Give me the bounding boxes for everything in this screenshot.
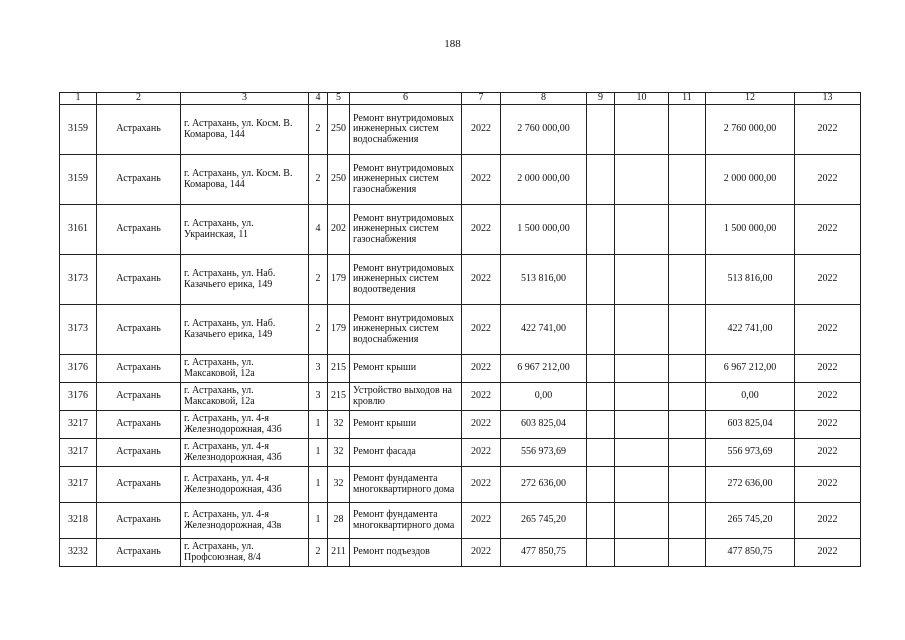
column-9-value xyxy=(587,355,615,383)
city-name: Астрахань xyxy=(97,155,181,205)
table-row xyxy=(60,255,861,305)
column-9-value xyxy=(587,383,615,411)
city-name: Астрахань xyxy=(97,439,181,467)
year: 2022 xyxy=(462,355,501,383)
table-row xyxy=(60,539,861,567)
column-number: 13 xyxy=(795,93,861,105)
funding-amount: 2 000 000,00 xyxy=(706,155,795,205)
column-4-value: 2 xyxy=(309,105,328,155)
column-10-value xyxy=(615,503,669,539)
year: 2022 xyxy=(462,467,501,503)
column-4-value: 1 xyxy=(309,411,328,439)
column-4-value: 1 xyxy=(309,503,328,539)
column-number: 1 xyxy=(60,93,97,105)
column-11-value xyxy=(669,255,706,305)
total-cost: 477 850,75 xyxy=(501,539,587,567)
address: г. Астрахань, ул. 4-я Железнодорожная, 43б xyxy=(181,411,309,439)
work-type: Ремонт крыши xyxy=(350,411,462,439)
work-type: Ремонт внутридомовых инженерных систем газоснабжения xyxy=(350,155,462,205)
column-number: 5 xyxy=(328,93,350,105)
work-type: Ремонт фундамента многоквартирного дома xyxy=(350,467,462,503)
funding-amount: 272 636,00 xyxy=(706,467,795,503)
total-cost: 2 000 000,00 xyxy=(501,155,587,205)
city-name: Астрахань xyxy=(97,255,181,305)
city-name: Астрахань xyxy=(97,355,181,383)
column-4-value: 4 xyxy=(309,205,328,255)
table-row xyxy=(60,467,861,503)
work-type: Ремонт внутридомовых инженерных систем водоснабжения xyxy=(350,305,462,355)
city-name: Астрахань xyxy=(97,205,181,255)
column-10-value xyxy=(615,355,669,383)
work-type: Ремонт фасада xyxy=(350,439,462,467)
column-11-value xyxy=(669,355,706,383)
row-id: 3161 xyxy=(60,205,97,255)
row-id: 3218 xyxy=(60,503,97,539)
address: г. Астрахань, ул. Максаковой, 12а xyxy=(181,383,309,411)
column-11-value xyxy=(669,383,706,411)
column-5-value: 215 xyxy=(328,383,350,411)
funding-amount: 513 816,00 xyxy=(706,255,795,305)
row-id: 3217 xyxy=(60,439,97,467)
completion-year: 2022 xyxy=(795,355,861,383)
address: г. Астрахань, ул. 4-я Железнодорожная, 43в xyxy=(181,503,309,539)
row-id: 3176 xyxy=(60,383,97,411)
column-5-value: 32 xyxy=(328,467,350,503)
column-11-value xyxy=(669,155,706,205)
column-10-value xyxy=(615,205,669,255)
column-9-value xyxy=(587,155,615,205)
table-row xyxy=(60,503,861,539)
table-row xyxy=(60,411,861,439)
column-number: 11 xyxy=(669,93,706,105)
column-number: 4 xyxy=(309,93,328,105)
address: г. Астрахань, ул. Косм. В. Комарова, 144 xyxy=(181,105,309,155)
city-name: Астрахань xyxy=(97,539,181,567)
city-name: Астрахань xyxy=(97,503,181,539)
column-11-value xyxy=(669,411,706,439)
total-cost: 2 760 000,00 xyxy=(501,105,587,155)
work-type: Ремонт внутридомовых инженерных систем газоснабжения xyxy=(350,205,462,255)
column-4-value: 3 xyxy=(309,355,328,383)
column-number: 7 xyxy=(462,93,501,105)
total-cost: 422 741,00 xyxy=(501,305,587,355)
column-5-value: 215 xyxy=(328,355,350,383)
total-cost: 556 973,69 xyxy=(501,439,587,467)
column-9-value xyxy=(587,439,615,467)
address: г. Астрахань, ул. Максаковой, 12а xyxy=(181,355,309,383)
total-cost: 513 816,00 xyxy=(501,255,587,305)
funding-amount: 0,00 xyxy=(706,383,795,411)
row-id: 3176 xyxy=(60,355,97,383)
year: 2022 xyxy=(462,155,501,205)
completion-year: 2022 xyxy=(795,305,861,355)
completion-year: 2022 xyxy=(795,439,861,467)
address: г. Астрахань, ул. 4-я Железнодорожная, 43б xyxy=(181,439,309,467)
completion-year: 2022 xyxy=(795,503,861,539)
city-name: Астрахань xyxy=(97,105,181,155)
column-4-value: 2 xyxy=(309,305,328,355)
column-11-value xyxy=(669,539,706,567)
table-row xyxy=(60,305,861,355)
funding-amount: 603 825,04 xyxy=(706,411,795,439)
column-5-value: 250 xyxy=(328,155,350,205)
column-number: 6 xyxy=(350,93,462,105)
funding-amount: 1 500 000,00 xyxy=(706,205,795,255)
funding-amount: 422 741,00 xyxy=(706,305,795,355)
column-10-value xyxy=(615,383,669,411)
row-id: 3173 xyxy=(60,255,97,305)
column-10-value xyxy=(615,155,669,205)
column-5-value: 202 xyxy=(328,205,350,255)
address: г. Астрахань, ул. Наб. Казачьего ерика, 149 xyxy=(181,255,309,305)
work-type: Ремонт внутридомовых инженерных систем водоснабжения xyxy=(350,105,462,155)
total-cost: 272 636,00 xyxy=(501,467,587,503)
column-number: 2 xyxy=(97,93,181,105)
column-9-value xyxy=(587,411,615,439)
row-id: 3217 xyxy=(60,411,97,439)
year: 2022 xyxy=(462,205,501,255)
column-number: 3 xyxy=(181,93,309,105)
column-4-value: 2 xyxy=(309,539,328,567)
city-name: Астрахань xyxy=(97,305,181,355)
column-4-value: 2 xyxy=(309,155,328,205)
completion-year: 2022 xyxy=(795,205,861,255)
row-id: 3159 xyxy=(60,105,97,155)
row-id: 3159 xyxy=(60,155,97,205)
column-11-value xyxy=(669,205,706,255)
address: г. Астрахань, ул. Наб. Казачьего ерика, 149 xyxy=(181,305,309,355)
column-9-value xyxy=(587,539,615,567)
column-number: 9 xyxy=(587,93,615,105)
row-id: 3232 xyxy=(60,539,97,567)
total-cost: 1 500 000,00 xyxy=(501,205,587,255)
table-row xyxy=(60,205,861,255)
column-10-value xyxy=(615,305,669,355)
column-5-value: 32 xyxy=(328,439,350,467)
column-number: 12 xyxy=(706,93,795,105)
table-row xyxy=(60,105,861,155)
column-5-value: 179 xyxy=(328,255,350,305)
column-11-value xyxy=(669,105,706,155)
completion-year: 2022 xyxy=(795,105,861,155)
column-11-value xyxy=(669,467,706,503)
city-name: Астрахань xyxy=(97,411,181,439)
column-4-value: 1 xyxy=(309,467,328,503)
column-9-value xyxy=(587,105,615,155)
funding-amount: 2 760 000,00 xyxy=(706,105,795,155)
column-5-value: 28 xyxy=(328,503,350,539)
year: 2022 xyxy=(462,503,501,539)
column-11-value xyxy=(669,503,706,539)
repair-program-table xyxy=(59,92,861,567)
completion-year: 2022 xyxy=(795,155,861,205)
completion-year: 2022 xyxy=(795,411,861,439)
column-5-value: 32 xyxy=(328,411,350,439)
address: г. Астрахань, ул. Профсоюзная, 8/4 xyxy=(181,539,309,567)
row-id: 3173 xyxy=(60,305,97,355)
total-cost: 603 825,04 xyxy=(501,411,587,439)
city-name: Астрахань xyxy=(97,467,181,503)
address: г. Астрахань, ул. Украинская, 11 xyxy=(181,205,309,255)
column-9-value xyxy=(587,255,615,305)
table-row xyxy=(60,439,861,467)
total-cost: 6 967 212,00 xyxy=(501,355,587,383)
completion-year: 2022 xyxy=(795,255,861,305)
column-10-value xyxy=(615,539,669,567)
column-number: 10 xyxy=(615,93,669,105)
table-row xyxy=(60,383,861,411)
table-row xyxy=(60,155,861,205)
completion-year: 2022 xyxy=(795,467,861,503)
column-4-value: 1 xyxy=(309,439,328,467)
year: 2022 xyxy=(462,411,501,439)
column-9-value xyxy=(587,305,615,355)
column-10-value xyxy=(615,439,669,467)
year: 2022 xyxy=(462,305,501,355)
column-number-row xyxy=(60,93,861,105)
work-type: Ремонт внутридомовых инженерных систем водоотведения xyxy=(350,255,462,305)
total-cost: 265 745,20 xyxy=(501,503,587,539)
column-4-value: 2 xyxy=(309,255,328,305)
column-5-value: 211 xyxy=(328,539,350,567)
column-11-value xyxy=(669,439,706,467)
column-10-value xyxy=(615,255,669,305)
year: 2022 xyxy=(462,539,501,567)
city-name: Астрахань xyxy=(97,383,181,411)
column-10-value xyxy=(615,105,669,155)
address: г. Астрахань, ул. Косм. В. Комарова, 144 xyxy=(181,155,309,205)
completion-year: 2022 xyxy=(795,539,861,567)
funding-amount: 556 973,69 xyxy=(706,439,795,467)
funding-amount: 477 850,75 xyxy=(706,539,795,567)
column-9-value xyxy=(587,205,615,255)
column-9-value xyxy=(587,503,615,539)
column-10-value xyxy=(615,467,669,503)
work-type: Ремонт крыши xyxy=(350,355,462,383)
year: 2022 xyxy=(462,105,501,155)
total-cost: 0,00 xyxy=(501,383,587,411)
work-type: Устройство выходов на кровлю xyxy=(350,383,462,411)
work-type: Ремонт фундамента многоквартирного дома xyxy=(350,503,462,539)
funding-amount: 6 967 212,00 xyxy=(706,355,795,383)
work-type: Ремонт подъездов xyxy=(350,539,462,567)
year: 2022 xyxy=(462,439,501,467)
address: г. Астрахань, ул. 4-я Железнодорожная, 43б xyxy=(181,467,309,503)
column-4-value: 3 xyxy=(309,383,328,411)
column-5-value: 250 xyxy=(328,105,350,155)
column-number: 8 xyxy=(501,93,587,105)
column-5-value: 179 xyxy=(328,305,350,355)
year: 2022 xyxy=(462,383,501,411)
column-9-value xyxy=(587,467,615,503)
completion-year: 2022 xyxy=(795,383,861,411)
column-11-value xyxy=(669,305,706,355)
column-10-value xyxy=(615,411,669,439)
funding-amount: 265 745,20 xyxy=(706,503,795,539)
row-id: 3217 xyxy=(60,467,97,503)
page-number: 188 xyxy=(444,38,461,50)
year: 2022 xyxy=(462,255,501,305)
table-row xyxy=(60,355,861,383)
